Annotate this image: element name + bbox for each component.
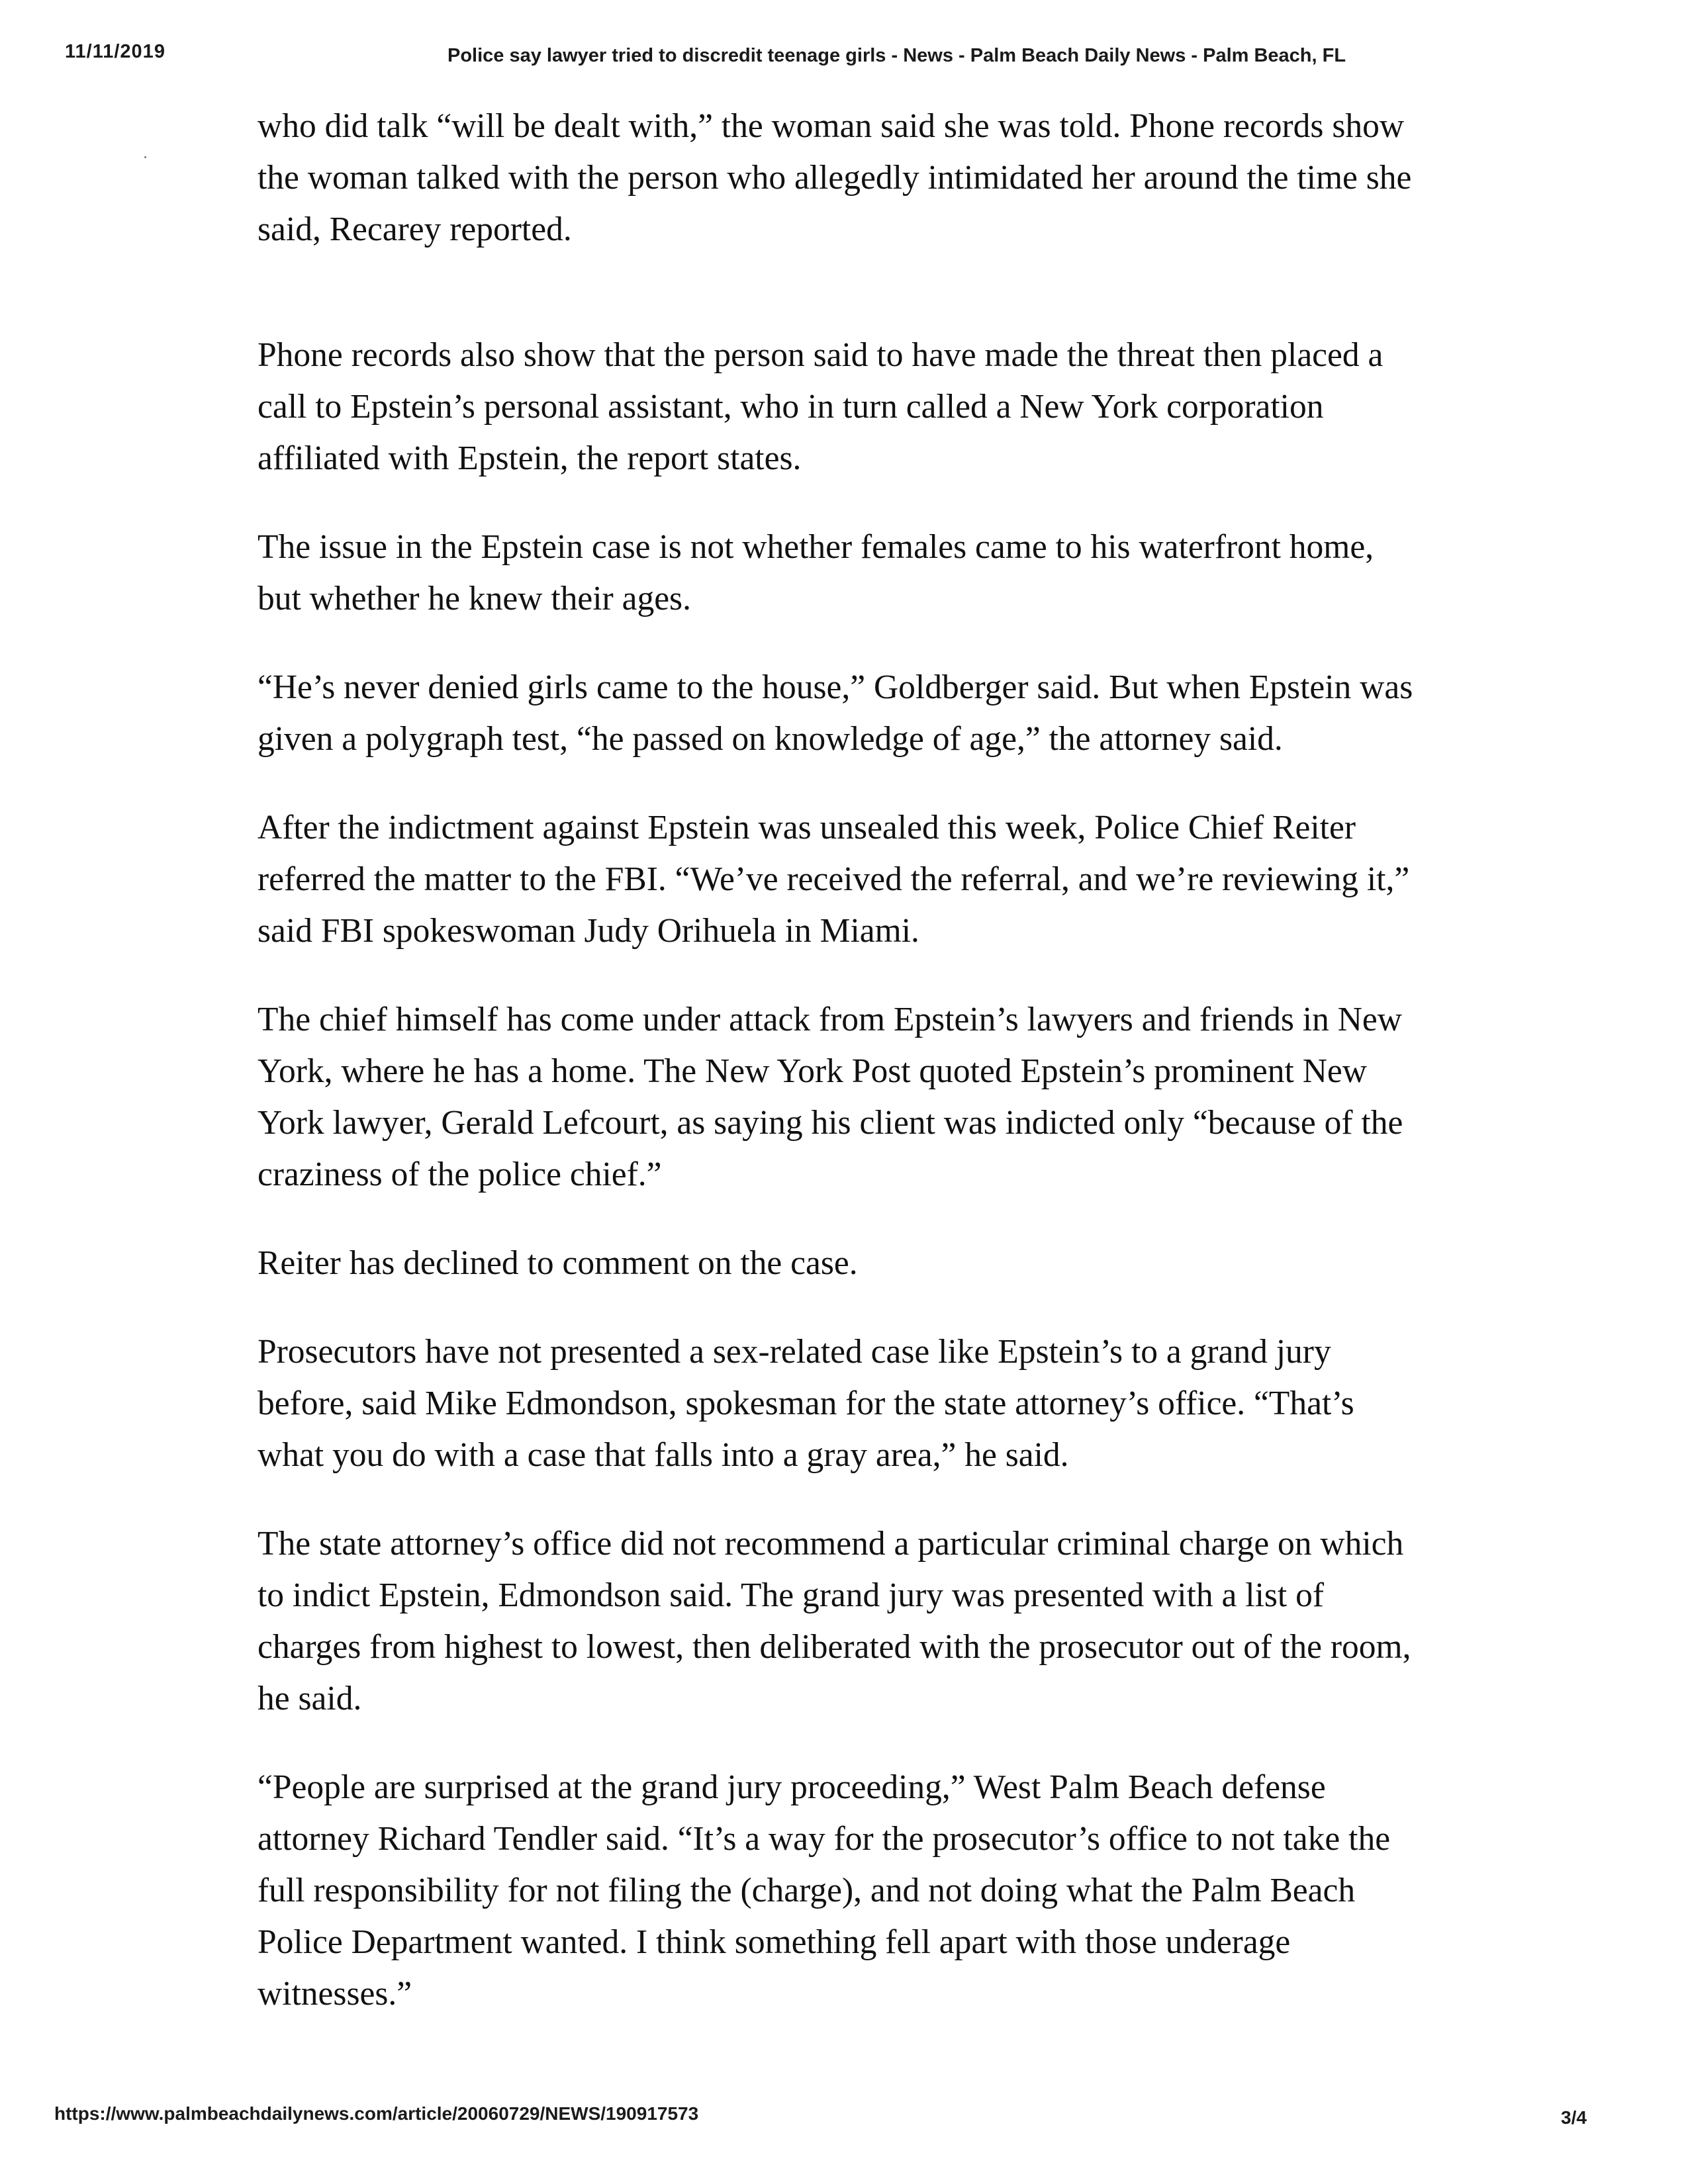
article-paragraph: Reiter has declined to comment on the case. xyxy=(258,1244,858,1282)
article-paragraph: The state attorney’s office did not recommend a particular criminal charge on which to indict Epstein, Edmondson said. The grand jury was presented with a list of charges from highest to lowest, then deliberated with the prosecutor out of the room, he said. xyxy=(258,1525,1411,1717)
article-paragraph: After the indictment against Epstein was unsealed this week, Police Chief Reiter referred the matter to the FBI. “We’ve received the referral, and we’re reviewing it,” said FBI spokeswoman Judy Orihuela in Miami. xyxy=(258,809,1410,950)
article-body xyxy=(258,101,1423,2057)
print-header xyxy=(0,41,1688,74)
print-page-number: 3/4 xyxy=(1561,2107,1587,2128)
print-page-title: Police say lawyer tried to discredit teenage girls - News - Palm Beach Daily News - Palm Beach, FL xyxy=(447,45,1346,66)
article-paragraph: who did talk “will be dealt with,” the woman said she was told. Phone records show the woman talked with the person who allegedly intimidated her around the time she said, Recarey reported. xyxy=(258,107,1412,248)
article-paragraph: The issue in the Epstein case is not whether females came to his waterfront home, but whether he knew their ages. xyxy=(258,528,1374,617)
print-url: https://www.palmbeachdailynews.com/article/20060729/NEWS/190917573 xyxy=(54,2103,699,2124)
article-paragraph: “He’s never denied girls came to the house,” Goldberger said. But when Epstein was given a polygraph test, “he passed on knowledge of age,” the attorney said. xyxy=(258,668,1413,758)
article-paragraph: “People are surprised at the grand jury proceeding,” West Palm Beach defense attorney Richard Tendler said. “It’s a way for the prosecutor’s office to not take the full responsibility for not filing the (charge), and not doing what the Palm Beach Police Department wanted. I think something fell apart with those underage witnesses.” xyxy=(258,1768,1391,2013)
print-footer xyxy=(0,2103,1688,2136)
article-paragraph: Prosecutors have not presented a sex-related case like Epstein’s to a grand jury before, said Mike Edmondson, spokesman for the state attorney’s office. “That’s what you do with a case that falls into a gray area,” he said. xyxy=(258,1333,1354,1474)
article-paragraph: Phone records also show that the person said to have made the threat then placed a call to Epstein’s personal assistant, who in turn called a New York corporation affiliated with Epstein, the report states. xyxy=(258,336,1383,477)
print-date: 11/11/2019 xyxy=(65,41,165,62)
article-paragraph: The chief himself has come under attack from Epstein’s lawyers and friends in New York, where he has a home. The New York Post quoted Epstein’s prominent New York lawyer, Gerald Lefcourt, as saying his client was indicted only “because of the craziness of the police chief.” xyxy=(258,1001,1403,1193)
scan-artifact xyxy=(144,156,146,158)
